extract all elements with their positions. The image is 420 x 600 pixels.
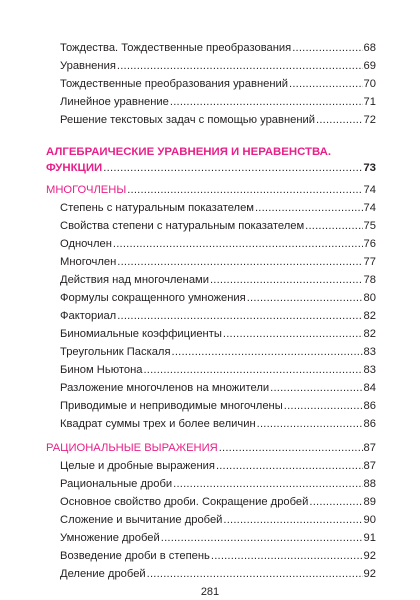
toc-entry-label: Рациональные дроби xyxy=(60,478,173,490)
toc-entry-label: Многочлен xyxy=(60,256,117,268)
toc-entry-label: Факториал xyxy=(60,310,117,322)
dot-leader xyxy=(117,254,362,270)
dot-leader xyxy=(257,416,363,432)
toc-entry-label: Деление дробей xyxy=(60,568,146,580)
toc-entry-label: Возведение дроби в степень xyxy=(60,550,210,562)
dot-leader xyxy=(117,308,362,324)
toc-entry-page: 86 xyxy=(363,400,376,412)
dot-leader xyxy=(223,326,363,342)
dot-leader xyxy=(113,236,363,252)
dot-leader xyxy=(103,160,362,176)
dot-leader xyxy=(247,290,363,306)
toc-entry-page: 88 xyxy=(363,478,376,490)
dot-leader xyxy=(289,76,363,92)
dot-leader xyxy=(223,512,362,528)
toc-entry-page: 92 xyxy=(363,568,376,580)
toc-entry[interactable] xyxy=(0,398,420,414)
toc-entry-label: Бином Ньютона xyxy=(60,364,143,376)
toc-entry-page: 68 xyxy=(363,42,376,54)
dot-leader xyxy=(161,530,363,546)
toc-entry[interactable] xyxy=(0,40,420,56)
section-page: 74 xyxy=(363,184,376,196)
toc-entry[interactable] xyxy=(0,476,420,492)
toc-entry[interactable] xyxy=(0,380,420,396)
dot-leader xyxy=(255,200,363,216)
toc-entry[interactable] xyxy=(0,530,420,546)
toc-entry-label: Линейное уравнение xyxy=(60,96,169,108)
toc-entry-page: 83 xyxy=(363,346,376,358)
toc-entry[interactable] xyxy=(0,362,420,378)
toc-entry-label: Действия над многочленами xyxy=(60,274,209,286)
section-header-rational-expressions[interactable] xyxy=(0,440,420,456)
toc-entry-label: Свойства степени с натуральным показателем xyxy=(60,220,305,232)
chapter-title-line2: ФУНКЦИИ xyxy=(46,162,103,174)
toc-entry[interactable] xyxy=(0,308,420,324)
toc-entry[interactable] xyxy=(0,112,420,128)
dot-leader xyxy=(305,218,362,234)
toc-entry-label: Формулы сокращенного умножения xyxy=(60,292,246,304)
dot-leader xyxy=(170,94,363,110)
toc-entry-label: Основное свойство дроби. Сокращение дробей xyxy=(60,496,309,508)
section-header-polynomials[interactable] xyxy=(0,182,420,198)
toc-entry[interactable] xyxy=(0,344,420,360)
toc-entry-page: 80 xyxy=(363,292,376,304)
dot-leader xyxy=(219,440,363,456)
toc-entry[interactable] xyxy=(0,512,420,528)
toc-entry[interactable] xyxy=(0,58,420,74)
toc-entry[interactable] xyxy=(0,254,420,270)
dot-leader xyxy=(143,362,362,378)
toc-entry-label: Биномиальные коэффициенты xyxy=(60,328,222,340)
dot-leader xyxy=(270,380,362,396)
toc-entry-page: 90 xyxy=(363,514,376,526)
toc-entry-label: Квадрат суммы трех и более величин xyxy=(60,418,256,430)
toc-entry-page: 87 xyxy=(363,460,376,472)
toc-entry[interactable] xyxy=(0,416,420,432)
dot-leader xyxy=(309,494,362,510)
toc-entry[interactable] xyxy=(0,494,420,510)
toc-entry[interactable] xyxy=(0,76,420,92)
toc-entry-label: Приводимые и неприводимые многочлены xyxy=(60,400,283,412)
toc-entry-label: Тождества. Тождественные преобразования xyxy=(60,42,292,54)
toc-entry[interactable] xyxy=(0,290,420,306)
toc-entry-label: Треугольник Паскаля xyxy=(60,346,171,358)
toc-entry[interactable] xyxy=(0,200,420,216)
toc-entry-page: 71 xyxy=(363,96,376,108)
dot-leader xyxy=(216,458,363,474)
dot-leader xyxy=(210,272,363,288)
toc-entry-page: 78 xyxy=(363,274,376,286)
dot-leader xyxy=(284,398,363,414)
dot-leader xyxy=(211,548,363,564)
toc-entry-label: Тождественные преобразования уравнений xyxy=(60,78,289,90)
toc-entry-page: 84 xyxy=(363,382,376,394)
toc-entry-page: 69 xyxy=(363,60,376,72)
toc-entry-page: 82 xyxy=(363,328,376,340)
toc-entry[interactable] xyxy=(0,272,420,288)
toc-entry-page: 86 xyxy=(363,418,376,430)
page-number: 281 xyxy=(200,586,220,598)
toc-entry-page: 82 xyxy=(363,310,376,322)
toc-entry[interactable] xyxy=(0,548,420,564)
toc-entry-label: Умножение дробей xyxy=(60,532,160,544)
toc-entry[interactable] xyxy=(0,458,420,474)
dot-leader xyxy=(316,112,363,128)
toc-entry-page: 75 xyxy=(363,220,376,232)
toc-entry-label: Одночлен xyxy=(60,238,112,250)
toc-entry[interactable] xyxy=(0,326,420,342)
dot-leader xyxy=(173,476,362,492)
toc-entry-page: 76 xyxy=(363,238,376,250)
chapter-entry[interactable] xyxy=(0,160,420,176)
toc-entry-page: 74 xyxy=(363,202,376,214)
toc-entry[interactable] xyxy=(0,218,420,234)
toc-entry-page: 91 xyxy=(363,532,376,544)
toc-entry-page: 77 xyxy=(363,256,376,268)
toc-entry-page: 89 xyxy=(363,496,376,508)
toc-entry-label: Уравнения xyxy=(60,60,116,72)
toc-entry-page: 72 xyxy=(363,114,376,126)
toc-entry-label: Сложение и вычитание дробей xyxy=(60,514,223,526)
toc-entry-page: 83 xyxy=(363,364,376,376)
section-page: 87 xyxy=(363,442,376,454)
toc-entry-label: Разложение многочленов на множители xyxy=(60,382,270,394)
section-title: РАЦИОНАЛЬНЫЕ ВЫРАЖЕНИЯ xyxy=(46,442,218,454)
chapter-page: 73 xyxy=(363,162,376,174)
toc-entry-label: Степень с натуральным показателем xyxy=(60,202,254,214)
dot-leader xyxy=(147,566,363,582)
toc-entry[interactable] xyxy=(0,94,420,110)
dot-leader xyxy=(117,58,363,74)
toc-entry[interactable] xyxy=(0,566,420,582)
toc-entry[interactable] xyxy=(0,236,420,252)
dot-leader xyxy=(127,182,362,198)
chapter-title-line1: АЛГЕБРАИЧЕСКИЕ УРАВНЕНИЯ И НЕРАВЕНСТВА. xyxy=(46,146,332,158)
dot-leader xyxy=(172,344,363,360)
section-title: МНОГОЧЛЕНЫ xyxy=(46,184,127,196)
toc-entry-label: Целые и дробные выражения xyxy=(60,460,215,472)
toc-entry-page: 92 xyxy=(363,550,376,562)
dot-leader xyxy=(292,40,362,56)
toc-entry-label: Решение текстовых задач с помощью уравнений xyxy=(60,114,316,126)
toc-entry-page: 70 xyxy=(363,78,376,90)
